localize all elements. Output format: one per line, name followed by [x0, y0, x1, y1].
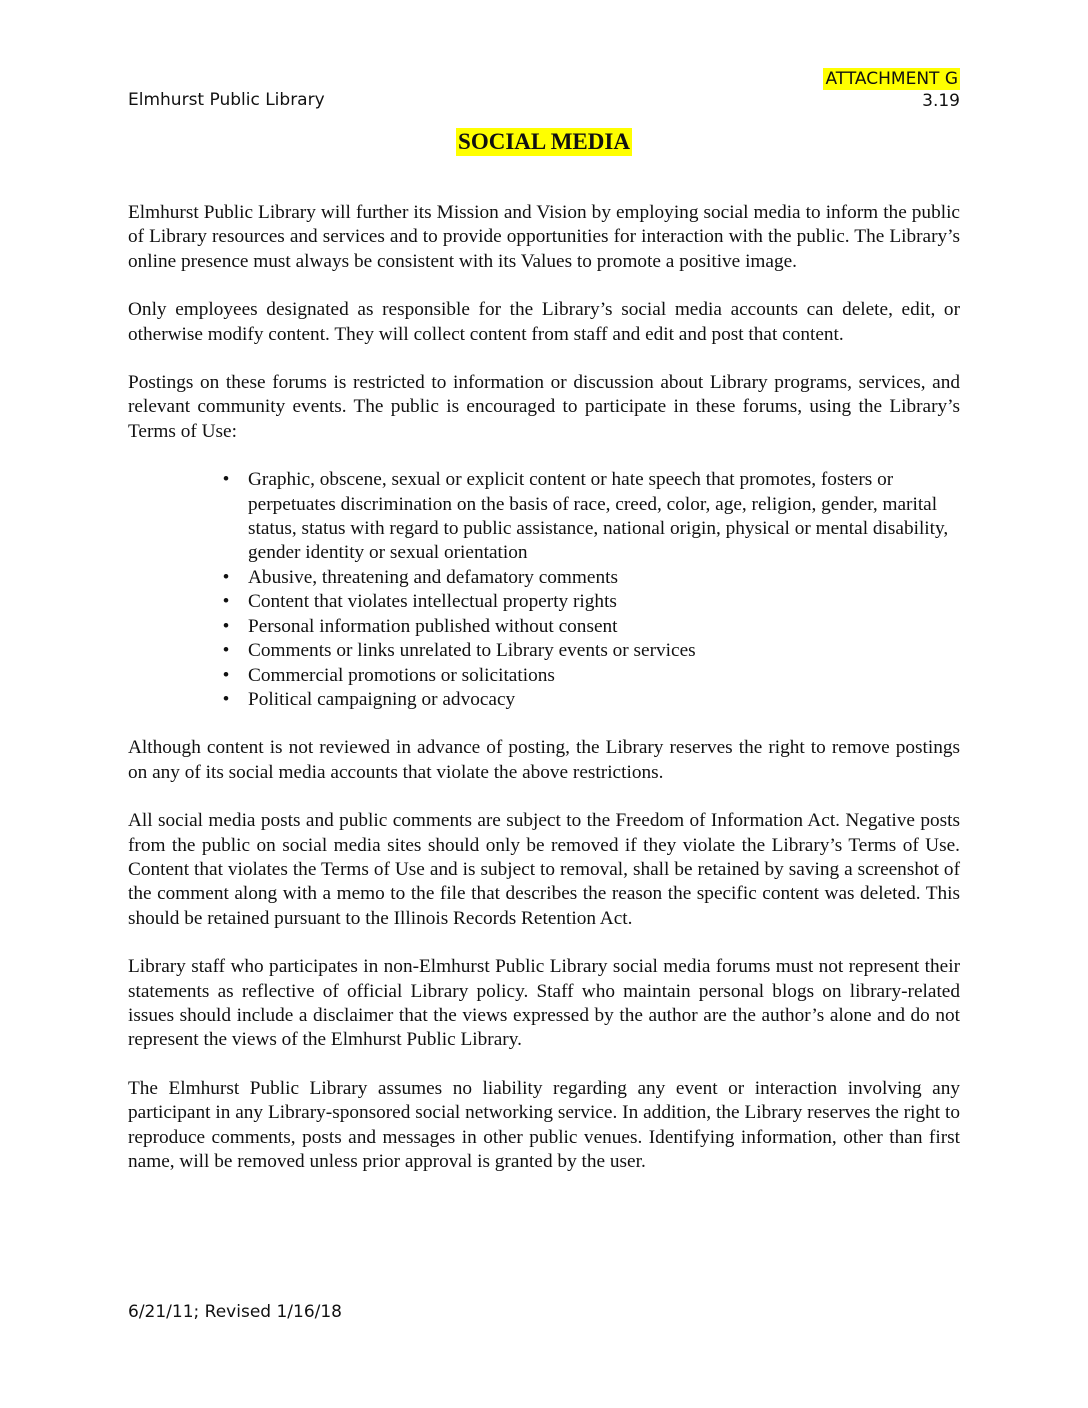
- paragraph-content-review: Although content is not reviewed in advance of posting, the Library reserves the right to remove postings on any of its social media accounts that violate the above restrictions.: [128, 737, 960, 783]
- bullet-icon: •: [222, 640, 230, 662]
- paragraph-mission: Elmhurst Public Library will further its Mission and Vision by employing social media to inform the public of Library resources and services and to provide opportunities for interaction with the public. The Library’s online presence must always be consistent with its Values to promote a positive image.: [128, 202, 960, 272]
- title-container: [0, 128, 1088, 156]
- list-item: [222, 615, 960, 639]
- footer-revision-dates: 6/21/11; Revised 1/16/18: [128, 1302, 343, 1322]
- paragraph-staff-personal-use: Library staff who participates in non-Elmhurst Public Library social media forums must not represent their statements as reflective of official Library policy. Staff who maintain personal blogs on library-related issues should include a disclaimer that the views expressed by the author are the author’s alone and do not represent the views of the Elmhurst Public Library.: [128, 956, 960, 1051]
- terms-of-use-list: [128, 468, 960, 712]
- policy-body: [128, 201, 960, 1198]
- list-item: [222, 468, 960, 566]
- bullet-icon: •: [222, 469, 230, 491]
- paragraph-postings: Postings on these forums is restricted to information or discussion about Library programs, services, and relevant community events. The public is encouraged to participate in these forums, using the Library’s Terms of Use:: [128, 372, 960, 442]
- list-item-text: Political campaigning or advocacy: [248, 688, 516, 710]
- paragraph-foia: All social media posts and public comments are subject to the Freedom of Information Act. Negative posts from the public on social media sites should only be removed if they violate the Library’s Terms of Use. Content that violates the Terms of Use and is subject to removal, shall be retained by saving a screenshot of the comment along with a memo to the file that describes the reason the specific content was deleted. This should be retained pursuant to the Illinois Records Retention Act.: [128, 810, 960, 929]
- list-item: [222, 590, 960, 614]
- list-item-text: Commercial promotions or solicitations: [248, 664, 555, 686]
- organization-name: Elmhurst Public Library: [128, 90, 325, 110]
- section-number: 3.19: [922, 91, 960, 111]
- list-item: [222, 688, 960, 712]
- list-item-text: Personal information published without consent: [248, 615, 618, 637]
- bullet-icon: •: [222, 566, 230, 588]
- attachment-label: ATTACHMENT G: [825, 69, 958, 89]
- paragraph-liability: The Elmhurst Public Library assumes no liability regarding any event or interaction involving any participant in any Library-sponsored social networking service. In addition, the Library reserves the right to reproduce comments, posts and messages in other public venues. Identifying information, other than first name, will be removed unless prior approval is granted by the user.: [128, 1077, 960, 1172]
- list-item-text: Abusive, threatening and defamatory comments: [248, 566, 618, 588]
- list-item: [222, 664, 960, 688]
- bullet-icon: •: [222, 688, 230, 710]
- list-item-text: Comments or links unrelated to Library events or services: [248, 640, 696, 662]
- bullet-icon: •: [222, 591, 230, 613]
- list-item: [222, 566, 960, 590]
- list-item: [222, 639, 960, 663]
- paragraph-designated-employees: Only employees designated as responsible for the Library’s social media accounts can delete, edit, or otherwise modify content. They will collect content from staff and edit and post that content.: [128, 299, 960, 345]
- bullet-icon: •: [222, 615, 230, 637]
- page-title: SOCIAL MEDIA: [458, 129, 630, 154]
- list-item-text: Graphic, obscene, sexual or explicit content or hate speech that promotes, fosters or perpetuates discrimination on the basis of race, creed, color, age, religion, gender, marital status, status with regard to public assistance, national origin, physical or mental disability, gender identity or sexual orientation: [248, 469, 949, 564]
- list-item-text: Content that violates intellectual property rights: [248, 591, 617, 613]
- bullet-icon: •: [222, 664, 230, 686]
- document-header-right: [823, 68, 960, 112]
